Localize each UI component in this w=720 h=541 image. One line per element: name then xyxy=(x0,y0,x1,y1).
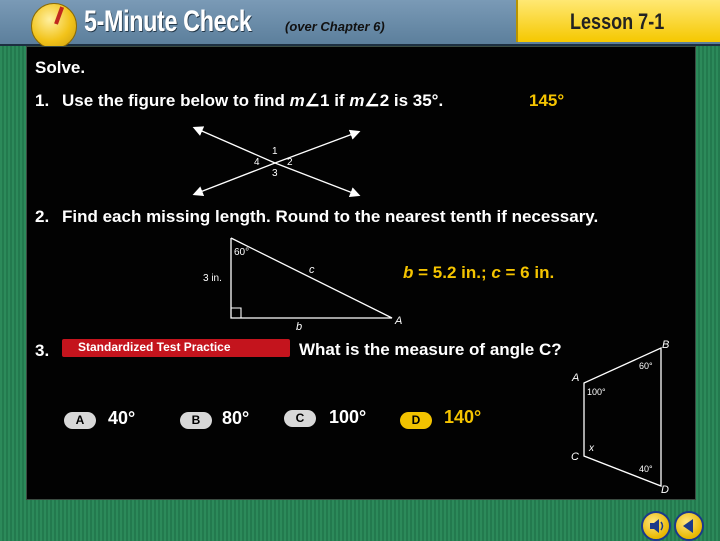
page-title: 5-Minute Check xyxy=(84,5,252,38)
solve-label: Solve. xyxy=(35,58,86,77)
q1-label-4: 4 xyxy=(254,157,260,168)
q1-text xyxy=(62,91,443,111)
angle-icon: ∠ xyxy=(304,91,321,110)
q3-trapezoid-figure xyxy=(565,336,685,496)
choice-a-value[interactable]: 40° xyxy=(108,408,136,428)
triangle-outline xyxy=(231,238,392,318)
q1-answer: 145° xyxy=(529,91,565,110)
back-button[interactable] xyxy=(674,511,704,541)
q3-number: 3. xyxy=(35,341,50,360)
q2-text: Find each missing length. Round to the nearest tenth if necessary. xyxy=(62,207,599,226)
right-angle-mark xyxy=(231,308,241,318)
sound-button[interactable] xyxy=(641,511,671,541)
q2-answer-b: b xyxy=(403,263,414,282)
q2-answer-b-val: = 5.2 in.; xyxy=(413,263,492,282)
q2-number: 2. xyxy=(35,207,50,226)
q1-label-2: 2 xyxy=(287,157,293,168)
q2-c-label: c xyxy=(309,264,315,276)
q2-side-label: 3 in. xyxy=(203,273,222,284)
standardized-test-badge xyxy=(62,339,290,357)
q3-angle-D-label: 40° xyxy=(639,464,653,474)
q1-text-m2: m xyxy=(349,91,365,110)
q1-label-1: 1 xyxy=(272,146,278,157)
q3-D-label: D xyxy=(661,484,669,496)
choice-d-value[interactable]: 140° xyxy=(444,407,482,427)
q3-B-label: B xyxy=(662,339,670,351)
q1-intersecting-lines-figure xyxy=(190,122,370,197)
choice-c-letter[interactable]: C xyxy=(284,410,316,427)
q3-angle-A-label: 100° xyxy=(587,387,606,397)
page-subtitle: (over Chapter 6) xyxy=(285,19,385,34)
lesson-label: Lesson 7-1 xyxy=(570,9,665,34)
q3-A-label: A xyxy=(572,372,580,384)
line-2 xyxy=(195,163,275,194)
q2-angle-label: 60° xyxy=(234,247,250,258)
choice-a-letter[interactable]: A xyxy=(64,412,96,429)
q2-b-label: b xyxy=(296,321,303,333)
q2-answer xyxy=(403,263,554,283)
angle-icon: ∠ xyxy=(364,91,380,110)
choice-c-value[interactable]: 100° xyxy=(329,407,367,427)
q1-label-3: 3 xyxy=(272,168,278,179)
q3-text: What is the measure of angle C? xyxy=(299,340,562,359)
q3-C-label: C xyxy=(571,451,579,463)
stopwatch-icon xyxy=(31,3,77,49)
q2-answer-c: c xyxy=(491,263,501,282)
q2-right-triangle-figure xyxy=(200,233,410,333)
choice-b-letter[interactable]: B xyxy=(180,412,212,429)
choice-b-value[interactable]: 80° xyxy=(222,408,250,428)
choice-d-letter[interactable]: D xyxy=(400,412,432,429)
q1-text-m1: m xyxy=(289,91,305,110)
q1-number: 1. xyxy=(35,91,50,110)
line-1 xyxy=(195,128,275,163)
speaker-icon xyxy=(643,513,669,539)
q1-text-c: 1 if xyxy=(320,91,345,110)
q1-text-a: Use the figure below to find xyxy=(62,91,285,110)
q3-x-label: x xyxy=(589,443,594,454)
q2-answer-c-val: = 6 in. xyxy=(500,263,555,282)
q2-A-label: A xyxy=(395,315,403,327)
q3-angle-B-label: 60° xyxy=(639,361,653,371)
badge-label: Standardized Test Practice xyxy=(78,340,231,354)
q1-text-e: 2 is 35°. xyxy=(379,91,444,110)
triangle-left-icon xyxy=(676,513,702,539)
header-bar xyxy=(0,0,720,46)
